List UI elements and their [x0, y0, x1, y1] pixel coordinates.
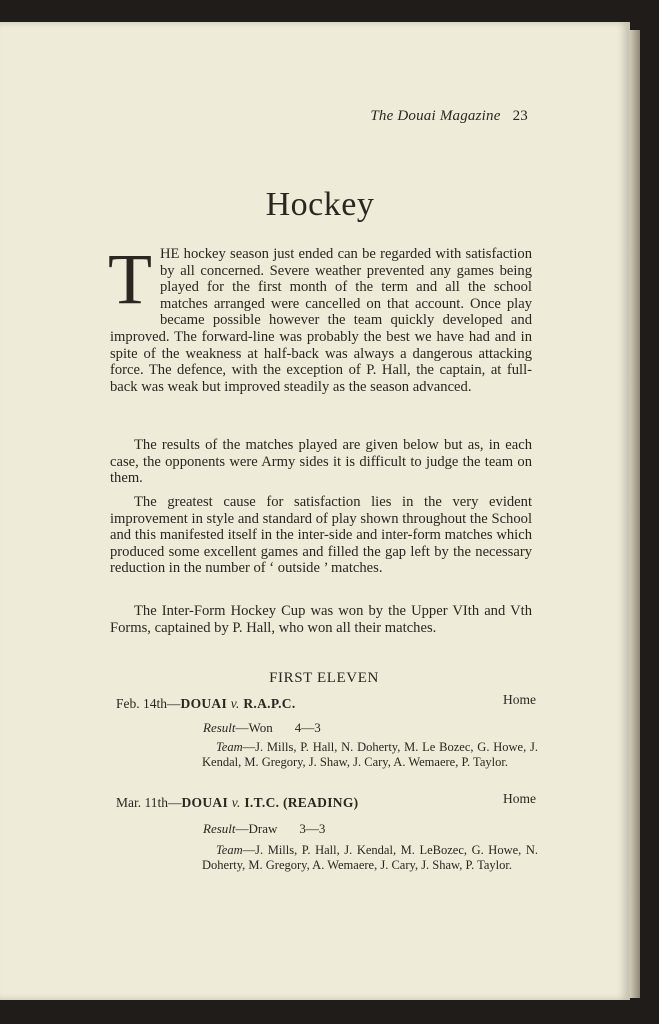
opponent: R.A.P.C.	[243, 696, 296, 711]
drop-cap: T	[108, 239, 152, 319]
paragraph-1-text: HE hockey season just ended can be regarded with satisfaction by all concerned. Severe weather prevented any games being played for the first month of the term and all the school matches arranged were cancelled on that account. Once play became possible however the team quickly developed and improved. The forward-line was probably the best we have had and in spite of the weakness at half-back was always a dangerous attacking force. The defence, with the exception of P. Hall, the captain, at full-back was weak but improved steadily as the season advanced.	[110, 246, 532, 395]
match-venue: Home	[503, 791, 536, 806]
paragraph-3: The greatest cause for satisfaction lies in the very evident improvement in style and standard of play shown throughout the School and this manifested itself in the inter-side and inter-form matches which produced some excellent games and filled the gap left by the necessary reduction in the number of ‘ outside ’ matches.	[110, 494, 532, 577]
result-label: Result	[203, 821, 236, 836]
match-1-result	[203, 720, 321, 736]
article-title: Hockey	[265, 186, 375, 223]
versus: v.	[230, 696, 240, 711]
section-heading: FIRST ELEVEN	[269, 670, 379, 686]
opponent: I.T.C. (READING)	[244, 795, 359, 810]
paragraph-4: The Inter-Form Hockey Cup was won by the Upper VIth and Vth Forms, captained by P. Hall, who won all their matches.	[110, 603, 532, 636]
result-text: —Draw	[235, 821, 278, 836]
match-2-heading	[116, 791, 536, 811]
team-list: —J. Mills, P. Hall, J. Kendal, M. LeBozec, G. Howe, N. Doherty, M. Gregory, A. Wemaere, J. Cary, J. Shaw, P. Taylor.	[202, 843, 538, 872]
match-date: Mar. 11th—	[116, 795, 182, 810]
match-2-team	[202, 843, 538, 872]
page-number: 23	[512, 108, 528, 124]
running-head	[300, 108, 528, 125]
team-label: Team	[216, 740, 243, 754]
team-list: —J. Mills, P. Hall, N. Doherty, M. Le Bozec, G. Howe, J. Kendal, M. Gregory, J. Shaw, J. Cary, A. Wemaere, P. Taylor.	[202, 740, 538, 769]
magazine-title: The Douai Magazine	[370, 108, 501, 124]
paragraph-1	[108, 239, 532, 395]
home-team: DOUAI	[180, 696, 228, 711]
result-label: Result	[203, 720, 236, 735]
result-text: —Won	[235, 720, 273, 735]
team-label: Team	[216, 843, 243, 857]
match-score: 3—3	[299, 821, 326, 836]
match-date: Feb. 14th—	[116, 696, 181, 711]
match-venue: Home	[503, 692, 536, 707]
match-1-team	[202, 740, 538, 769]
match-score: 4—3	[294, 720, 321, 735]
home-team: DOUAI	[181, 795, 229, 810]
paragraph-2: The results of the matches played are given below but as, in each case, the opponents were Army sides it is difficult to judge the team on them.	[110, 437, 532, 487]
versus: v.	[231, 795, 241, 810]
match-1-heading	[116, 692, 536, 712]
page-edge	[630, 30, 640, 998]
match-2-result	[203, 821, 325, 837]
